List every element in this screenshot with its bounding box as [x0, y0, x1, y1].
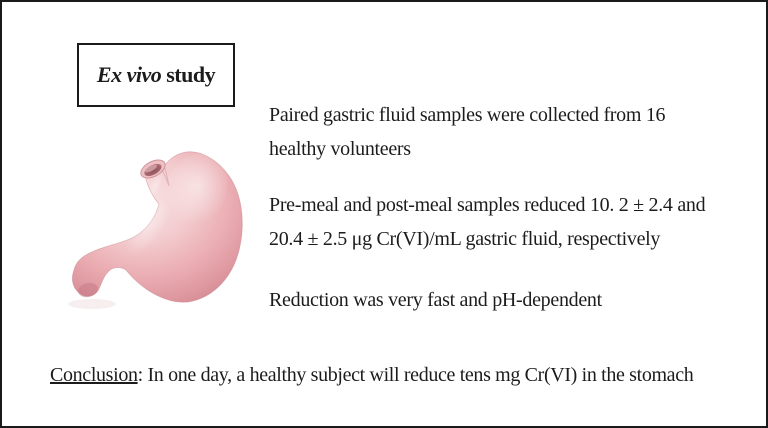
finding-line: Pre-meal and post-meal samples reduced 10. 2 ± 2.4 and	[269, 194, 706, 216]
stomach-illustration	[52, 134, 262, 319]
finding-line: 20.4 ± 2.5 μg Cr(VI)/mL gastric fluid, respectively	[269, 228, 661, 250]
title-rest-part: study	[161, 62, 216, 87]
conclusion-label: Conclusion	[50, 364, 138, 386]
finding-line: Paired gastric fluid samples were collected from 16	[269, 104, 666, 126]
study-type-box	[77, 43, 235, 107]
conclusion-body: : In one day, a healthy subject will reduce tens mg Cr(VI) in the stomach	[137, 364, 694, 386]
finding-reduction-amounts	[269, 188, 705, 256]
title-italic-part: Ex vivo	[96, 62, 162, 87]
study-type-title	[97, 62, 215, 88]
finding-paired-samples	[269, 98, 665, 166]
finding-line: Reduction was very fast and pH-dependent	[269, 289, 602, 311]
stomach-shadow	[68, 299, 116, 309]
conclusion-text	[50, 360, 693, 390]
finding-reduction-speed	[269, 283, 602, 317]
finding-line: healthy volunteers	[269, 138, 411, 160]
